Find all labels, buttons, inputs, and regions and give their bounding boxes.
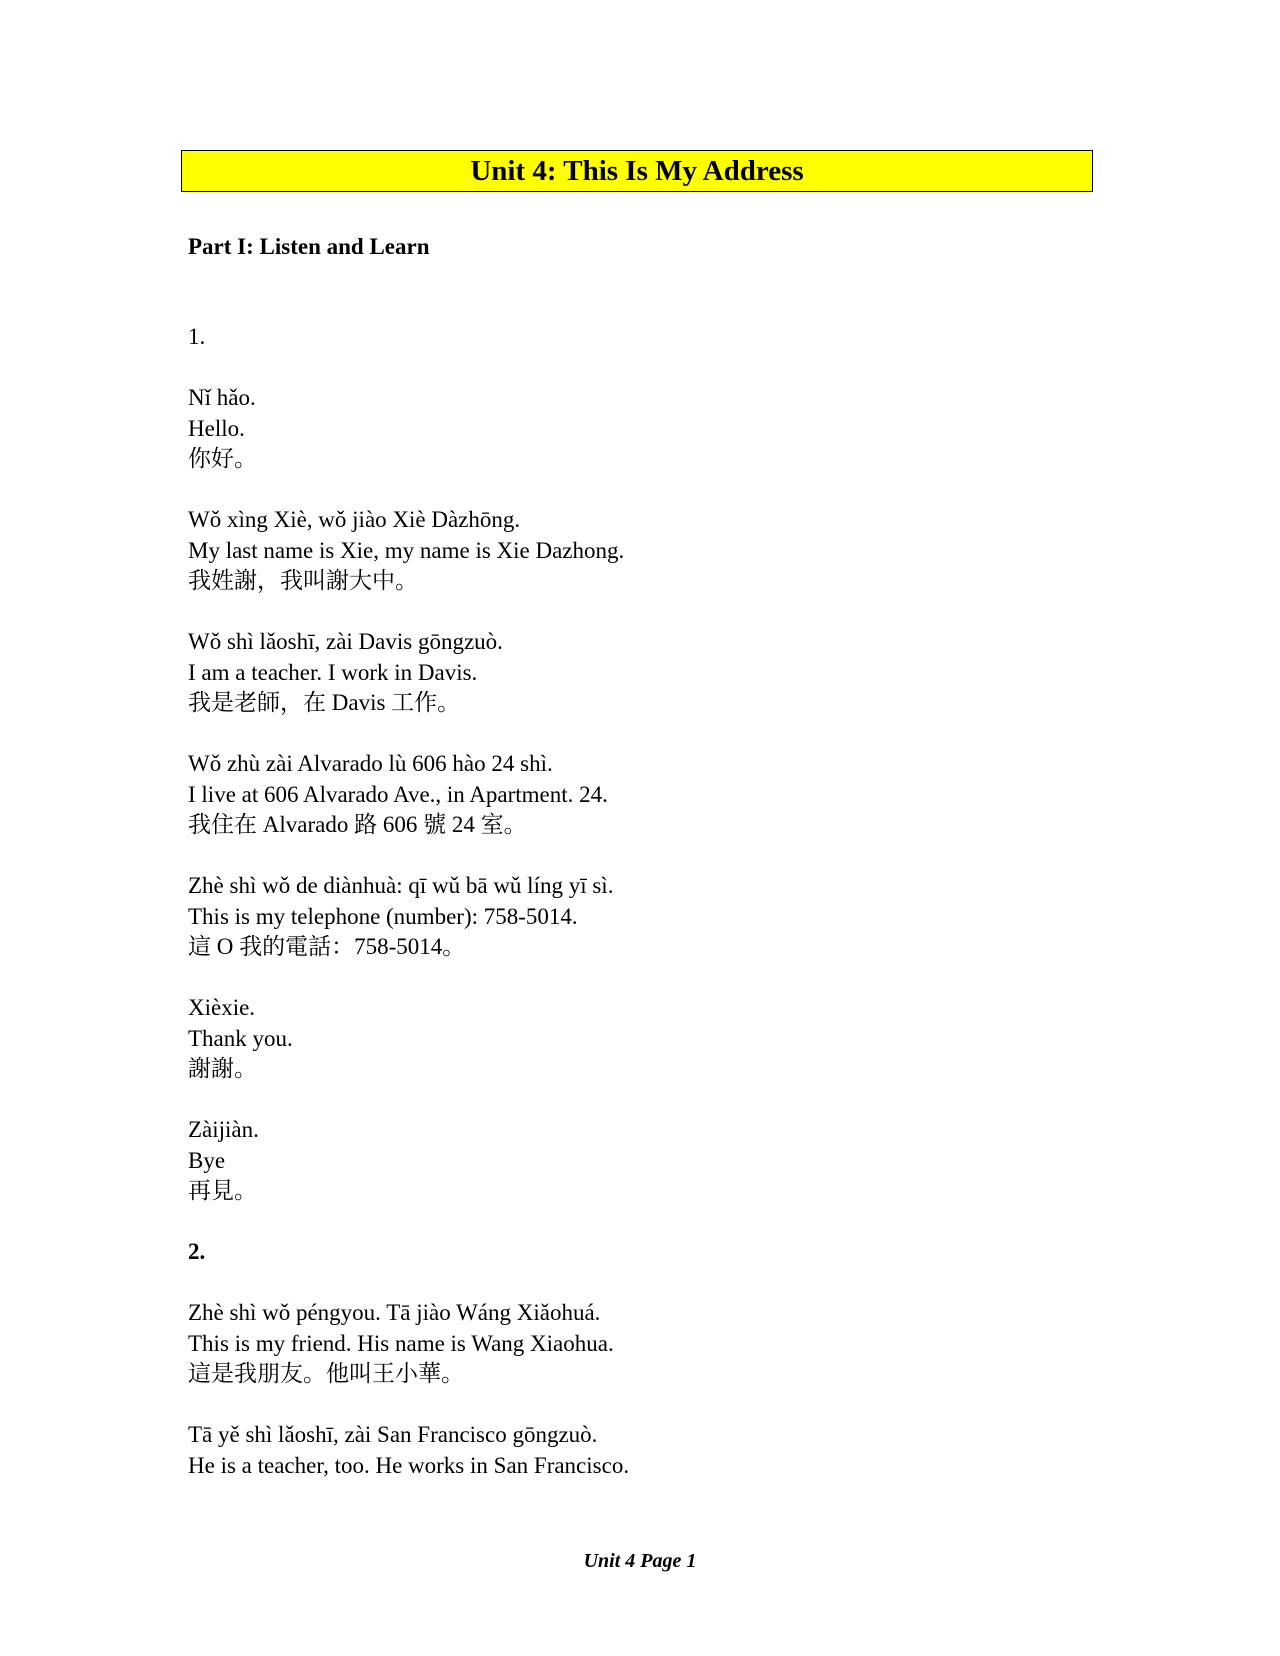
pinyin-line: Xièxie. <box>188 995 256 1020</box>
chinese-line: 這 O 我的電話：758-5014。 <box>188 934 466 959</box>
phrase-entry <box>188 749 1088 841</box>
page-footer: Unit 4 Page 1 <box>583 1550 697 1572</box>
phrase-entry <box>188 1420 1088 1481</box>
phrase-entry <box>188 383 1088 475</box>
part-heading: Part I: Listen and Learn <box>188 234 430 259</box>
pinyin-line: Zàijiàn. <box>188 1117 259 1142</box>
phrase-entry <box>188 1115 1088 1207</box>
chinese-line: 我是老師，在 Davis 工作。 <box>188 690 461 715</box>
chinese-line: 再見。 <box>188 1178 257 1203</box>
phrase-entry <box>188 871 1088 963</box>
pinyin-line: Zhè shì wǒ péngyou. Tā jiào Wáng Xiǎohuá. <box>188 1300 601 1325</box>
english-line: Hello. <box>188 415 245 441</box>
pinyin-line: Wǒ shì lǎoshī, zài Davis gōngzuò. <box>188 629 503 654</box>
pinyin-line: Wǒ xìng Xiè, wǒ jiào Xiè Dàzhōng. <box>188 507 521 532</box>
english-line: My last name is Xie, my name is Xie Dazhong. <box>188 537 625 563</box>
section-number: 1. <box>188 324 206 349</box>
unit-title: Unit 4: This Is My Address <box>181 150 1093 192</box>
pinyin-line: Nǐ hǎo. <box>188 385 256 410</box>
english-line: He is a teacher, too. He works in San Francisco. <box>188 1452 630 1478</box>
english-line: Bye <box>188 1147 226 1173</box>
phrase-entry <box>188 1298 1088 1390</box>
pinyin-line: Wǒ zhù zài Alvarado lù 606 hào 24 shì. <box>188 751 553 776</box>
phrase-entry <box>188 993 1088 1085</box>
chinese-line: 我住在 Alvarado 路 606 號 24 室。 <box>188 812 527 837</box>
chinese-line: 你好。 <box>188 446 257 471</box>
english-line: This is my telephone (number): 758-5014. <box>188 903 578 929</box>
chinese-line: 這是我朋友。他叫王小華。 <box>188 1361 464 1386</box>
phrase-entry <box>188 505 1088 597</box>
lesson-content <box>188 322 1088 1512</box>
section-number: 2. <box>188 1239 206 1264</box>
chinese-line: 謝謝。 <box>188 1056 257 1081</box>
chinese-line: 我姓謝，我叫謝大中。 <box>188 568 418 593</box>
phrase-entry <box>188 627 1088 719</box>
english-line: This is my friend. His name is Wang Xiaohua. <box>188 1330 614 1356</box>
english-line: I live at 606 Alvarado Ave., in Apartment. 24. <box>188 781 608 807</box>
english-line: Thank you. <box>188 1025 293 1051</box>
english-line: I am a teacher. I work in Davis. <box>188 659 478 685</box>
pinyin-line: Zhè shì wǒ de diànhuà: qī wǔ bā wǔ líng yī sì. <box>188 873 614 898</box>
pinyin-line: Tā yě shì lǎoshī, zài San Francisco gōngzuò. <box>188 1422 598 1447</box>
